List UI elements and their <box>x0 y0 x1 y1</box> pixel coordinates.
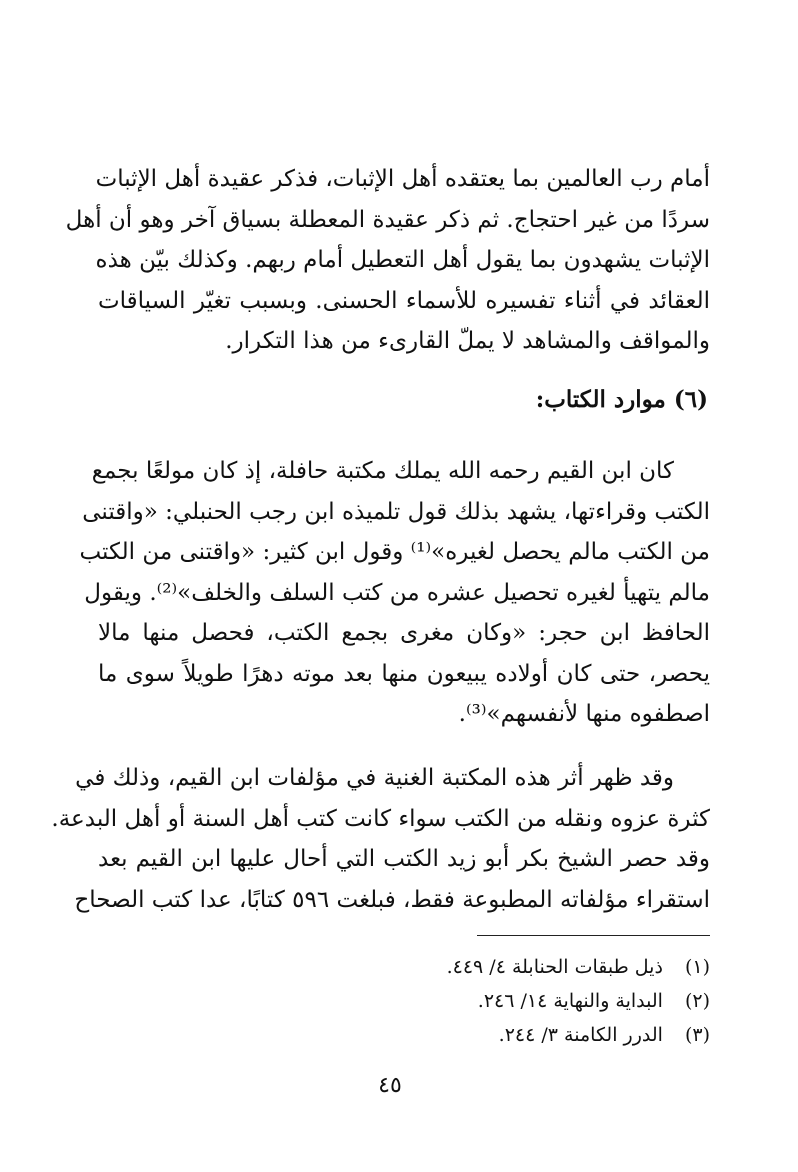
text-line: العقائد في أثناء تفسيره للأسماء الحسنى. وبسبب تغيّر السياقات <box>98 287 710 314</box>
footnote-text: البداية والنهاية ١٤/ ٢٤٦. <box>477 990 663 1012</box>
text-line: الكتب وقراءتها، يشهد بذلك قول تلميذه ابن رجب الحنبلي: «واقتنى <box>82 498 710 525</box>
footnote <box>478 990 710 1012</box>
paragraph-intro <box>65 159 710 362</box>
text-line: وقد ظهر أثر هذه المكتبة الغنية في مؤلفات ابن القيم، وذلك في <box>75 765 674 791</box>
paragraph-sources <box>51 758 710 920</box>
paragraph-library <box>79 451 710 735</box>
footnote-number: (١) <box>684 956 710 978</box>
text-line: مالم يتهيأ لغيره تحصيل عشره من كتب السلف والخلف»⁽²⁾. ويقول <box>84 579 710 606</box>
page-number: ٤٥ <box>378 1073 402 1098</box>
footnote-divider <box>477 935 710 936</box>
footnote-number: (٢) <box>684 990 710 1012</box>
text-line: يحصر، حتى كان أولاده يبيعون منها بعد موته دهرًا طويلاً سوى ما <box>98 660 710 687</box>
footnote-text: ذيل طبقات الحنابلة ٤/ ٤٤٩. <box>446 956 663 978</box>
text-line: اصطفوه منها لأنفسهم»⁽³⁾. <box>458 701 710 727</box>
footnote <box>447 956 710 978</box>
text-line: سردًا من غير احتجاج. ثم ذكر عقيدة المعطلة بسياق آخر وهو أن أهل <box>65 206 710 233</box>
text-line: وقد حصر الشيخ بكر أبو زيد الكتب التي أحال عليها ابن القيم بعد <box>98 846 710 872</box>
text-line: استقراء مؤلفاته المطبوعة فقط، فبلغت ٥٩٦ كتابًا، عدا كتب الصحاح <box>74 886 710 913</box>
text-line: من الكتب مالم يحصل لغيره»⁽¹⁾ وقول ابن كثير: «واقتنى من الكتب <box>79 539 710 565</box>
footnote-text: الدرر الكامنة ٣/ ٢٤٤. <box>498 1024 663 1046</box>
section-heading: (٦) موارد الكتاب: <box>535 386 708 413</box>
text-line: كثرة عزوه ونقله من الكتب سواء كانت كتب أهل السنة أو أهل البدعة. <box>51 805 710 832</box>
text-line: الإثبات يشهدون بما يقول أهل التعطيل أمام ربهم. وكذلك بيّن هذه <box>95 247 710 273</box>
footnote <box>499 1024 710 1046</box>
text-line: والمواقف والمشاهد لا يملّ القارىء من هذا التكرار. <box>225 328 710 354</box>
footnote-number: (٣) <box>684 1024 710 1046</box>
text-line: كان ابن القيم رحمه الله يملك مكتبة حافلة، إذ كان مولعًا بجمع <box>91 458 674 484</box>
text-line: الحافظ ابن حجر: «وكان مغرى بجمع الكتب، فحصل منها مالا <box>98 620 710 646</box>
text-line: أمام رب العالمين بما يعتقده أهل الإثبات، فذكر عقيدة أهل الإثبات <box>95 166 710 192</box>
